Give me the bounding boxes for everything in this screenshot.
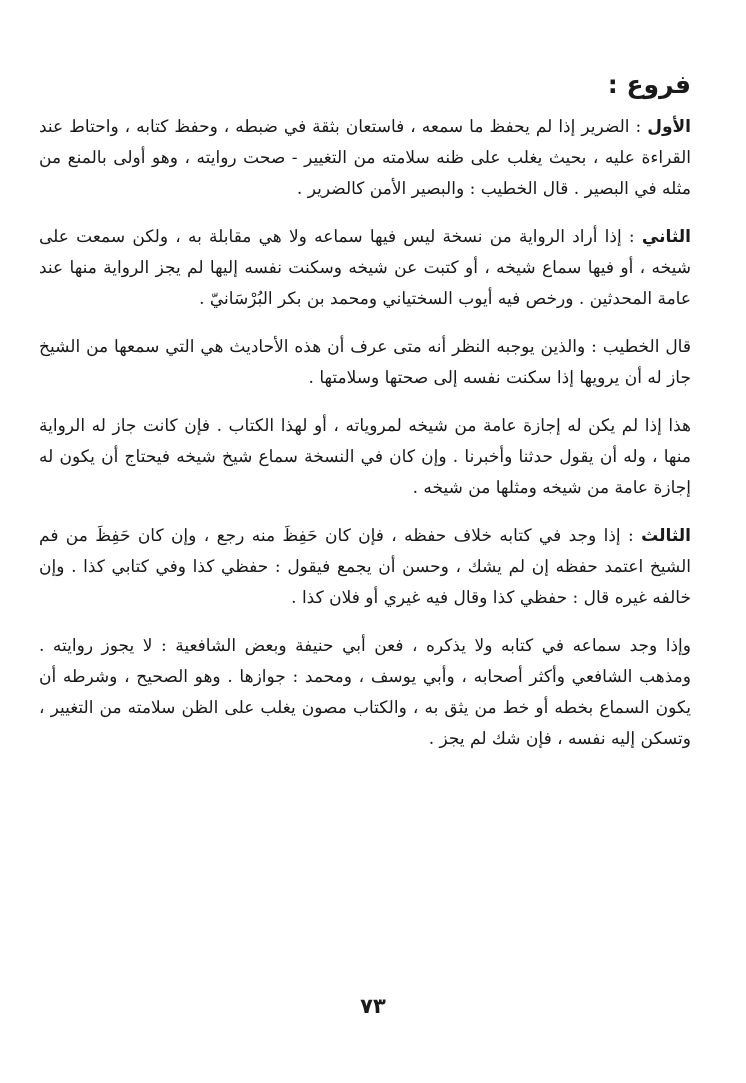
- paragraph-first: [39, 112, 691, 205]
- paragraph-lead: الثاني: [641, 227, 691, 247]
- paragraph-third: [39, 521, 691, 614]
- paragraph-ijaza: [39, 411, 691, 504]
- page-number: ٧٣: [360, 994, 386, 1018]
- paragraph-text: : الضرير إذا لم يحفظ ما سمعه ، فاستعان بثقة في ضبطه ، وحفظ كتابه ، واحتاط عند القراءة عليه ، بحيث يغلب على ظنه سلامته من التغيير - صحت روايته ، وهو أولى بالمنع من مثله في البصير . قال الخطيب : والبصير الأمن كالضرير .: [39, 117, 691, 199]
- paragraph-text: : إذا أراد الرواية من نسخة ليس فيها سماعه ولا هي مقابلة به ، ولكن سمعت على شيخه ، أو فيها سماع شيخه ، أو كتبت عن شيخه وسكنت نفسه إليها لم يجز الرواية منها عند عامة المحدثين . ورخص فيه أيوب السختياني ومحمد بن بكر البُرْسَانيّ .: [39, 227, 691, 309]
- paragraph-lead: الأول: [647, 117, 691, 137]
- paragraph-lead: الثالث: [641, 526, 691, 546]
- paragraph-khatib: [39, 332, 691, 394]
- paragraph-text: وإذا وجد سماعه في كتابه ولا يذكره ، فعن أبي حنيفة وبعض الشافعية : لا يجوز روايته . ومذهب الشافعي وأكثر أصحابه ، وأبي يوسف ، ومحمد : جوازها . وهو الصحيح ، وشرطه أن يكون السماع بخطه أو خط من يثق به ، والكتاب مصون يغلب على الظن سلامته من التغيير ، وتسكن إليه نفسه ، فإن شك لم يجز .: [39, 636, 691, 749]
- paragraph-text: قال الخطيب : والذين يوجبه النظر أنه متى عرف أن هذه الأحاديث هي التي سمعها من الشيخ جاز له أن يرويها إذا سكنت نفسه إلى صحتها وسلامتها .: [39, 337, 691, 388]
- page-body: [39, 70, 691, 772]
- paragraph-text: هذا إذا لم يكن له إجازة عامة من شيخه لمروياته ، أو لهذا الكتاب . فإن كانت جاز له الرواية منها ، وله أن يقول حدثنا وأخبرنا . وإن كان في النسخة سماع شيخ شيخه فيحتاج أن يكون له إجازة عامة من شيخه ومثلها من شيخه .: [39, 416, 691, 498]
- paragraph-text: : إذا وجد في كتابه خلاف حفظه ، فإن كان حَفِظَ منه رجع ، وإن كان حَفِظَ من فم الشيخ اعتمد حفظه إن لم يشك ، وحسن أن يجمع فيقول : حفظي كذا وفي كتابي كذا . وإن خالفه غيره قال : حفظي كذا وقال فيه غيري أو فلان كذا .: [39, 526, 691, 608]
- paragraph-sama: [39, 631, 691, 755]
- section-heading: فروع :: [607, 70, 691, 99]
- paragraph-second: [39, 222, 691, 315]
